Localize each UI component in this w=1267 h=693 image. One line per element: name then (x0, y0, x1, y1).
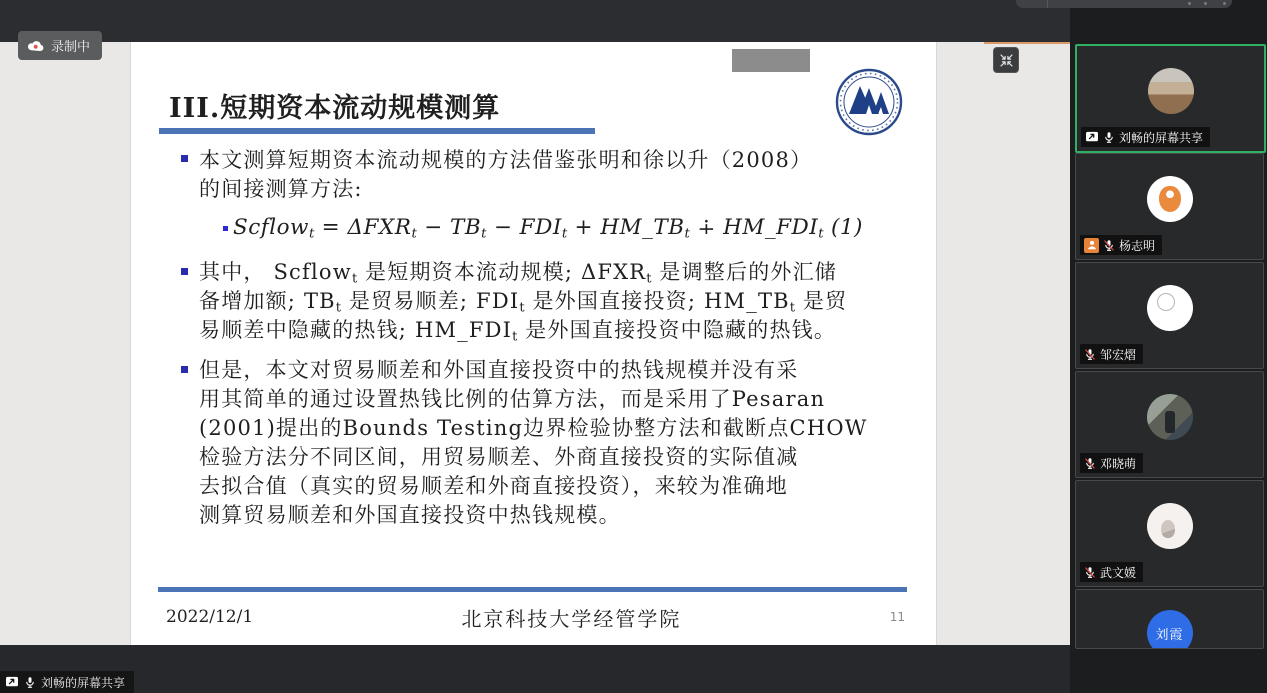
photo-person-avatar (1147, 394, 1193, 440)
cartoon-tiger-avatar (1147, 176, 1193, 222)
sketch-light-avatar (1147, 503, 1193, 549)
person-icon (1084, 238, 1099, 253)
participant-tile[interactable] (1075, 589, 1264, 649)
page-number: 11 (889, 610, 905, 624)
footer-divider (158, 587, 907, 592)
recording-label: 录制中 (51, 40, 91, 55)
participant-name: 刘畅的屏幕共享 (1119, 130, 1204, 145)
mic-muted-icon (1084, 457, 1096, 470)
participant-tile[interactable] (1075, 153, 1264, 260)
collapse-arrows-icon (999, 53, 1014, 68)
toolbar-dot-icon (1204, 2, 1207, 5)
participant-tile[interactable] (1075, 480, 1264, 587)
bullet-icon (181, 155, 188, 162)
top-bar (0, 0, 1070, 42)
participant-name: 邹宏熠 (1100, 347, 1137, 362)
paragraph-definitions: 其中， Scflow$_t$ 是短期资本流动规模; $\Delta FXR_t$ 是调整后的外汇储 备增加额; $TB_t$ 是贸易顺差; $FDI_t$ 是外国直接投资; $HM\_TB_t$ 是贸 易顺差中隐藏的热钱; $HM\_FDI_t$ 是外国直接投资中隐藏的热钱。 (199, 260, 848, 345)
participant-tile[interactable] (1075, 44, 1266, 153)
mic-muted-icon (1084, 566, 1096, 579)
bullet-icon (181, 268, 188, 275)
initials-blue-avatar: 刘霞 (1147, 610, 1193, 649)
scflow-formula: Scflow$_t$ = $\Delta FXR_t - TB_t - FDI_t$ + $HM\_TB_t$ ∔ $HM\_FDI_t$ (1) (233, 215, 863, 242)
sketch-figure-avatar (1147, 285, 1193, 331)
sharer-status-label: 刘畅的屏幕共享 (41, 675, 126, 690)
participant-name-chip (1080, 344, 1143, 364)
bullet-icon (181, 366, 188, 373)
microphone-icon (24, 676, 36, 689)
footer-date: 2022/12/1 (166, 607, 254, 627)
university-seal-logo (835, 68, 903, 136)
mic-icon (1103, 131, 1115, 144)
participant-name: 邓晓萌 (1100, 456, 1137, 471)
screen-share-icon (1085, 131, 1099, 143)
participants-sidebar (1070, 0, 1267, 693)
paragraph-approach: 但是，本文对贸易顺差和外国直接投资中的热钱规模并没有采 用其简单的通过设置热钱比例的估算方法，而是采用了Pesaran (2001)提出的Bounds Testing边界检验协整方法和截断点CHOW 检验方法分不同区间，用贸易顺差、外商直接投资的实际值减 去拟合值（真实的贸易顺差和外商直接投资），来较为准确地 测算贸易顺差和外国直接投资中热钱规模。 (199, 358, 868, 527)
cloud-recording-icon (27, 39, 44, 52)
paragraph-method: 本文测算短期资本流动规模的方法借鉴张明和徐以升（2008） 的间接测算方法: (199, 148, 813, 201)
participant-name-chip (1080, 235, 1162, 255)
mic-muted-icon (1084, 348, 1096, 361)
recording-indicator[interactable] (18, 31, 102, 60)
participant-name-chip (1081, 127, 1210, 147)
beach-photo-avatar (1148, 68, 1194, 114)
toolbar-divider (1047, 0, 1048, 8)
floating-meeting-toolbar[interactable] (1016, 0, 1232, 8)
slide-footer (158, 600, 907, 634)
participant-tile[interactable] (1075, 262, 1264, 369)
mic-muted-icon (1103, 239, 1115, 252)
footer-institution: 北京科技大学经管学院 (461, 606, 682, 631)
share-border-accent (984, 42, 1070, 44)
presentation-slide (130, 42, 937, 645)
participant-tile[interactable] (1075, 371, 1264, 478)
bottom-bar (0, 645, 1070, 693)
participant-name: 杨志明 (1119, 238, 1156, 253)
exit-fullscreen-button[interactable] (993, 47, 1019, 73)
participant-name: 武文媛 (1100, 565, 1137, 580)
toolbar-dot-icon (1188, 2, 1191, 5)
participant-name-chip (1080, 562, 1143, 582)
gray-placeholder-box (732, 49, 810, 72)
screen-share-icon (5, 676, 19, 688)
bullet-icon (223, 226, 228, 231)
toolbar-dot-icon (1223, 2, 1226, 5)
slide-title: III.短期资本流动规模测算 (169, 93, 501, 124)
title-underline (159, 128, 595, 134)
participant-name-chip (1080, 453, 1143, 473)
sharer-status-chip (0, 671, 134, 693)
